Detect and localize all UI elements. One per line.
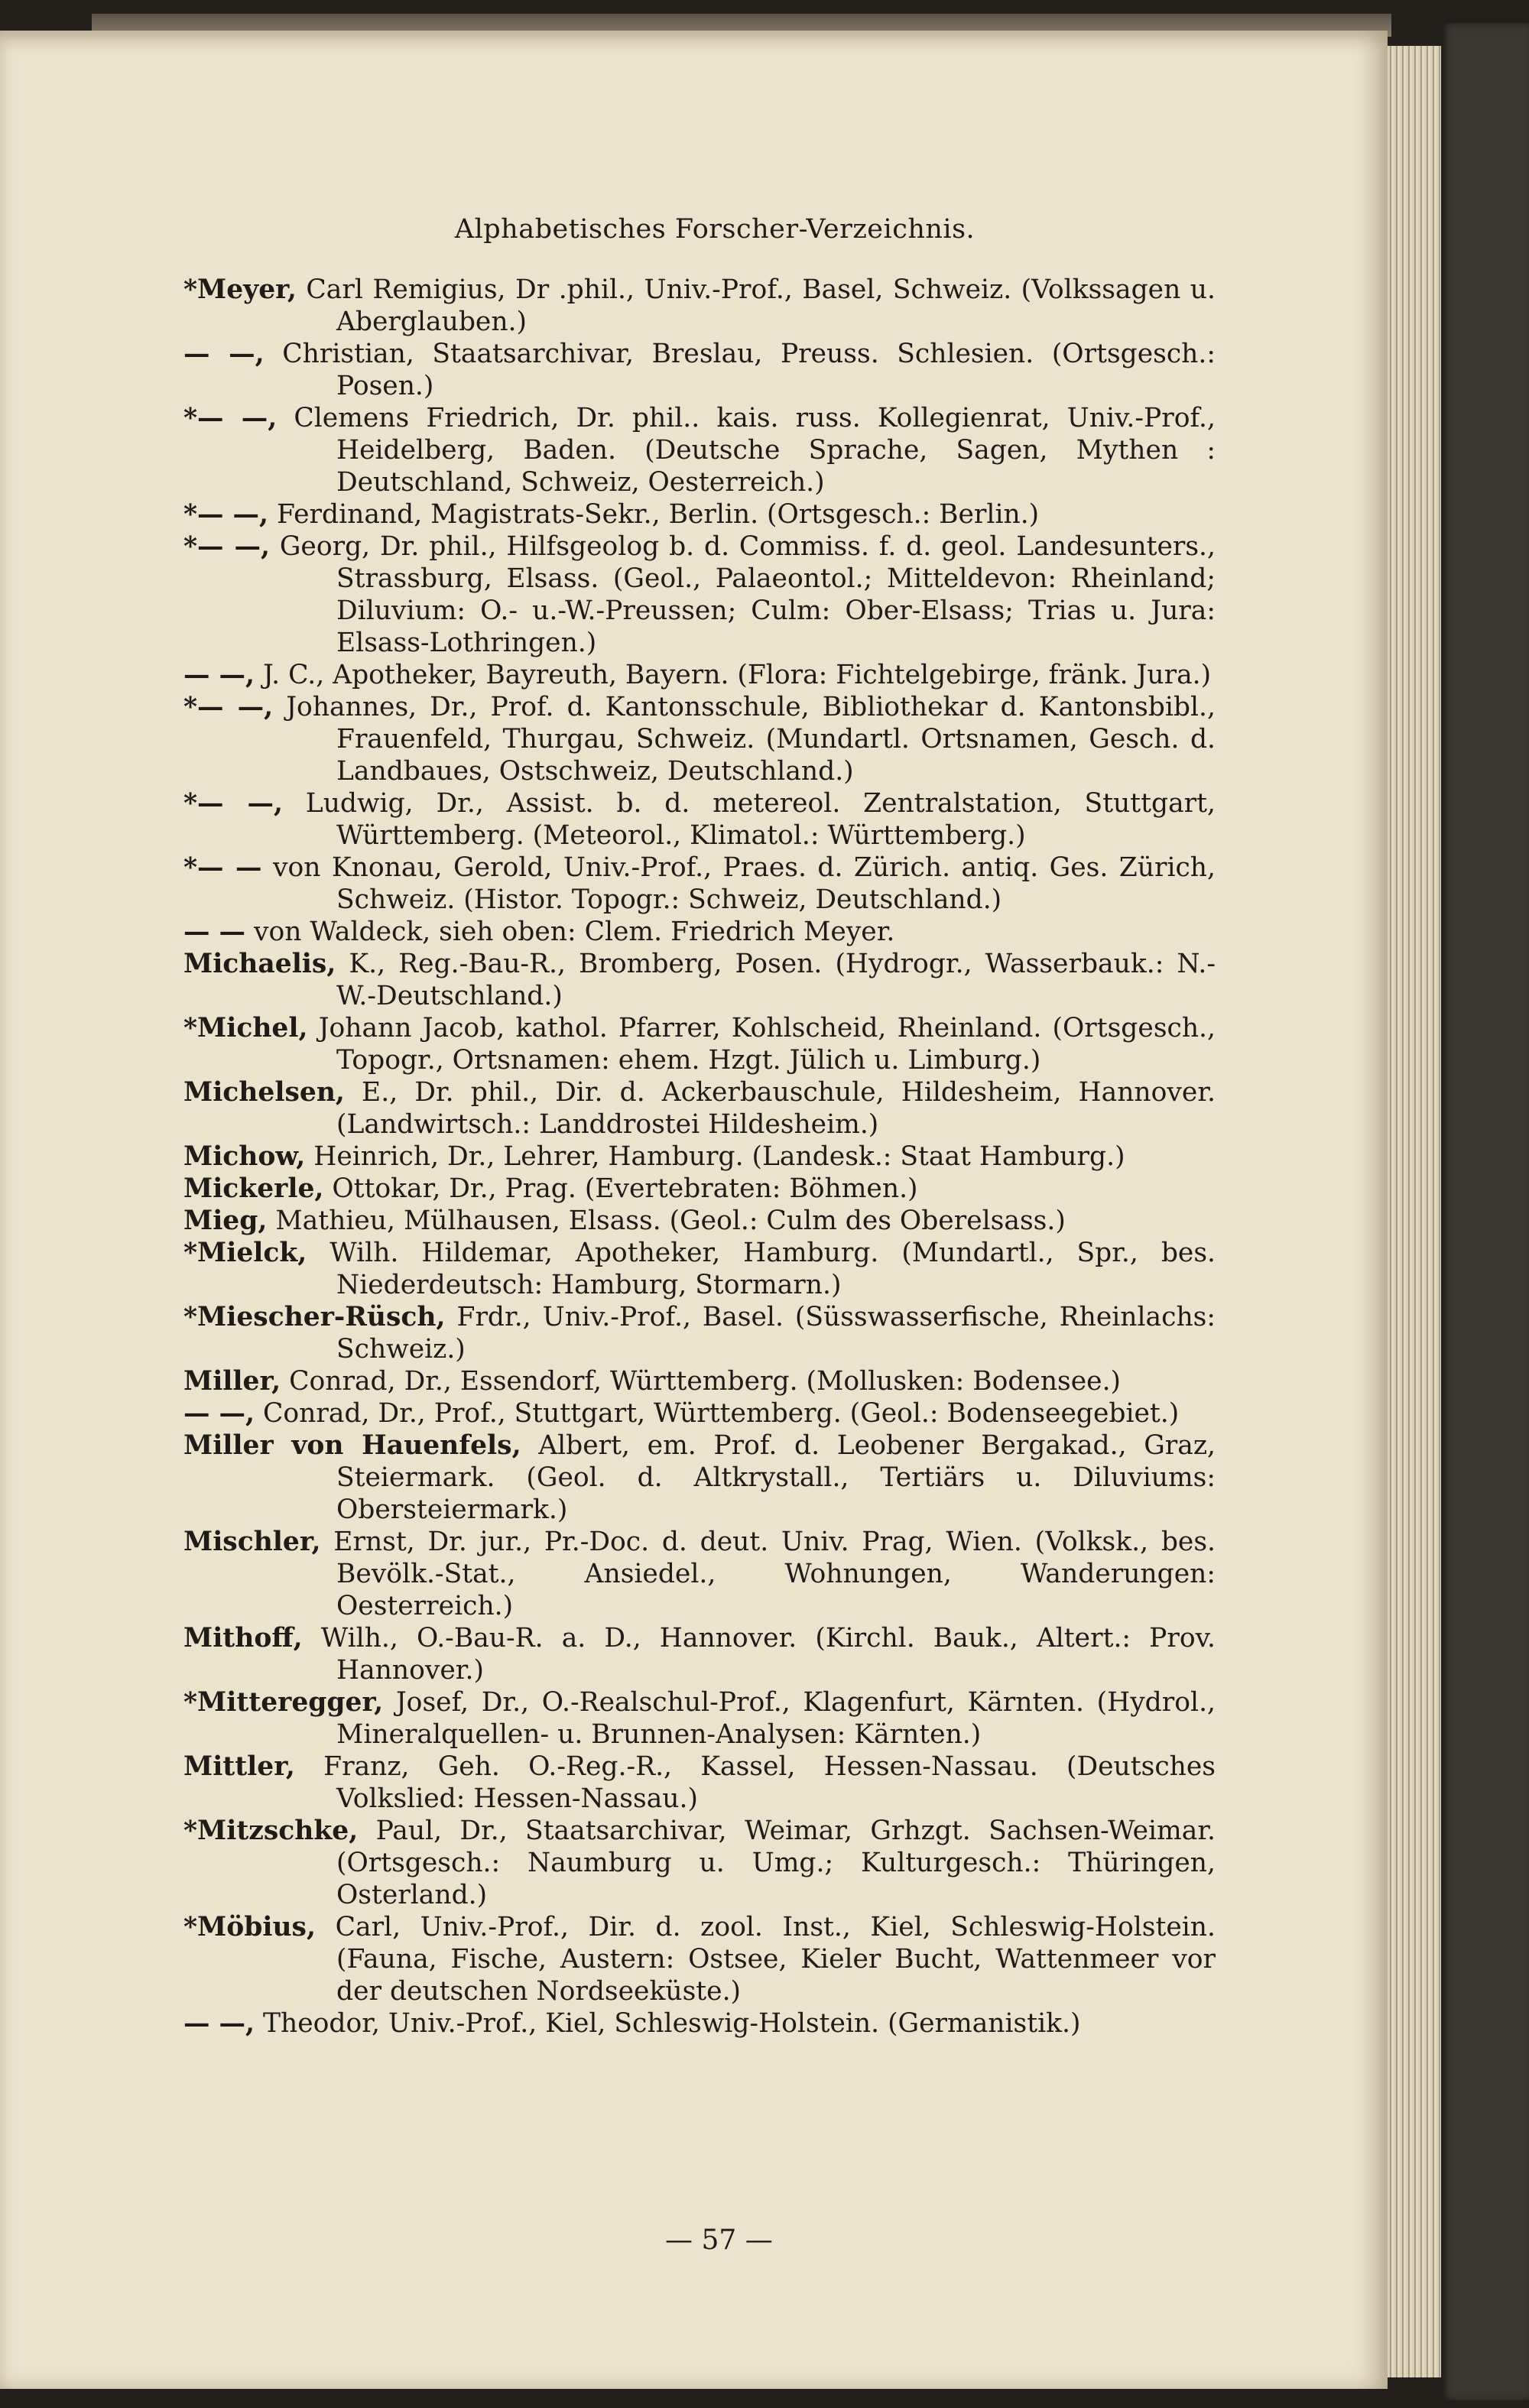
entry-text: Mathieu, Mülhausen, Elsass. (Geol.: Culm des Oberelsass.) — [267, 1206, 1066, 1236]
directory-entry — [183, 691, 1216, 787]
entry-name: — — — [183, 917, 246, 947]
page-number: — 57 — — [665, 2225, 773, 2256]
directory-entry — [183, 1237, 1216, 1301]
directory-entry — [183, 498, 1216, 531]
entry-name: — —, — [183, 660, 255, 690]
entry-text: Wilh. Hildemar, Apotheker, Hamburg. (Mundartl., Spr., bes. Niederdeutsch: Hamburg, Stormarn.) — [307, 1238, 1216, 1300]
entry-name: *Mielck, — [183, 1238, 307, 1268]
directory-entry — [183, 1365, 1216, 1397]
directory-entry — [183, 2007, 1216, 2040]
entry-name: — —, — [183, 339, 265, 369]
entry-text: Christian, Staatsarchivar, Breslau, Preuss. Schlesien. (Ortsgesch.: Posen.) — [264, 339, 1216, 401]
entry-text: Heinrich, Dr., Lehrer, Hamburg. (Landesk.: Staat Hamburg.) — [305, 1141, 1125, 1172]
entry-name: Michow, — [183, 1141, 306, 1172]
directory-entry — [183, 1815, 1216, 1911]
entry-name: *— —, — [183, 403, 278, 433]
directory-entry — [183, 1911, 1216, 2007]
entry-text: Carl, Univ.-Prof., Dir. d. zool. Inst., Kiel, Schleswig-Holstein. (Fauna, Fische, Austern: Ostsee, Kieler Bucht, Wattenmeer vor der deutschen Nordseeküste.) — [316, 1912, 1216, 2007]
entry-text: Ernst, Dr. jur., Pr.-Doc. d. deut. Univ. Prag, Wien. (Volksk., bes. Bevölk.-Stat., Ansiedel., Wohnungen, Wanderungen: Oesterreich.) — [320, 1527, 1216, 1621]
entry-name: — —, — [183, 2008, 255, 2039]
entry-name: Miller von Hauenfels, — [183, 1430, 521, 1461]
book-binding — [1441, 23, 1529, 2400]
entry-name: Mithoff, — [183, 1623, 303, 1653]
entry-text: Wilh., O.-Bau-R. a. D., Hannover. (Kirchl. Bauk., Altert.: Prov. Hannover.) — [302, 1623, 1216, 1686]
entry-name: *Mitteregger, — [183, 1687, 384, 1718]
entry-text: Carl Remigius, Dr .phil., Univ.-Prof., Basel, Schweiz. (Volkssagen u. Aberglauben.) — [296, 274, 1216, 337]
entry-name: Michelsen, — [183, 1077, 345, 1108]
directory-entry — [183, 1173, 1216, 1205]
entry-text: Clemens Friedrich, Dr. phil.. kais. russ. Kollegienrat, Univ.-Prof., Heidelberg, Baden. (Deutsche Sprache, Sagen, Mythen : Deutschland, Schweiz, Oesterreich.) — [277, 403, 1216, 498]
running-header: Alphabetisches Forscher-Verzeichnis. — [454, 214, 976, 245]
entry-name: *— —, — [183, 788, 283, 819]
entry-name: *— —, — [183, 499, 269, 530]
entry-name: Mickerle, — [183, 1173, 324, 1204]
directory-entry — [183, 531, 1216, 659]
entry-name: *Meyer, — [183, 274, 297, 305]
entry-name: Mischler, — [183, 1527, 321, 1557]
entry-name: *Möbius, — [183, 1912, 316, 1942]
directory-entry — [183, 948, 1216, 1012]
directory-entry — [183, 787, 1216, 852]
entry-name: *Michel, — [183, 1013, 308, 1043]
entry-text: Johannes, Dr., Prof. d. Kantonsschule, Bibliothekar d. Kantonsbibl., Frauenfeld, Thurgau, Schweiz. (Mundartl. Ortsnamen, Gesch. d. Landbaues, Ostschweiz, Deutschland.) — [273, 692, 1216, 787]
entry-text: Albert, em. Prof. d. Leobener Bergakad., Graz, Steiermark. (Geol. d. Altkrystall., Tertiärs u. Diluviums: Obersteiermark.) — [336, 1430, 1216, 1525]
directory-entry — [183, 1301, 1216, 1365]
entry-text: Ludwig, Dr., Assist. b. d. metereol. Zentralstation, Stuttgart, Württemberg. (Meteorol., Klimatol.: Württemberg.) — [282, 788, 1216, 851]
book-page — [0, 31, 1388, 2389]
entry-text: Johann Jacob, kathol. Pfarrer, Kohlscheid, Rheinland. (Ortsgesch., Topogr., Ortsnamen: ehem. Hzgt. Jülich u. Limburg.) — [307, 1013, 1216, 1076]
directory-entry — [183, 1076, 1216, 1141]
directory-entry — [183, 1205, 1216, 1237]
entry-name: *Mitzschke, — [183, 1816, 359, 1846]
entry-name: *Miescher-Rüsch, — [183, 1302, 446, 1332]
entry-text: J. C., Apotheker, Bayreuth, Bayern. (Flora: Fichtelgebirge, fränk. Jura.) — [255, 660, 1212, 690]
entry-name: Mittler, — [183, 1751, 295, 1782]
entry-text: von Knonau, Gerold, Univ.-Prof., Praes. d. Zürich. antiq. Ges. Zürich, Schweiz. (Histor. Topogr.: Schweiz, Deutschland.) — [261, 852, 1216, 915]
directory-entry — [183, 1526, 1216, 1622]
entry-name: — —, — [183, 1398, 255, 1429]
directory-entry — [183, 1686, 1216, 1751]
directory-entry — [183, 916, 1216, 948]
page-edges — [1388, 46, 1441, 2377]
entry-text: K., Reg.-Bau-R., Bromberg, Posen. (Hydrogr., Wasserbauk.: N.-W.-Deutschland.) — [336, 949, 1216, 1011]
directory-entry — [183, 852, 1216, 916]
entry-name: Michaelis, — [183, 949, 336, 979]
entry-name: Miller, — [183, 1366, 281, 1397]
entry-text: E., Dr. phil., Dir. d. Ackerbauschule, Hildesheim, Hannover. (Landwirtsch.: Landdrostei Hildesheim.) — [336, 1077, 1216, 1140]
directory-entry — [183, 1012, 1216, 1076]
entry-text: Frdr., Univ.-Prof., Basel. (Süsswasserfische, Rheinlachs: Schweiz.) — [336, 1302, 1216, 1365]
entry-text: Conrad, Dr., Essendorf, Württemberg. (Mollusken: Bodensee.) — [281, 1366, 1122, 1397]
entry-text: Franz, Geh. O.-Reg.-R., Kassel, Hessen-Nassau. (Deutsches Volkslied: Hessen-Nassau.) — [294, 1751, 1216, 1814]
entry-name: *— —, — [183, 692, 274, 722]
entry-text: Georg, Dr. phil., Hilfsgeolog b. d. Commiss. f. d. geol. Landesunters., Strassburg, Elsass. (Geol., Palaeontol.; Mitteldevon: Rheinland; Diluvium: O.- u.-W.-Preussen; Culm: Ober-Elsass; Trias u. Jura: Elsass-Lothringen.) — [269, 531, 1216, 658]
entry-text: Ferdinand, Magistrats-Sekr., Berlin. (Ortsgesch.: Berlin.) — [268, 499, 1040, 530]
directory-entry — [183, 659, 1216, 691]
entry-name: Mieg, — [183, 1206, 268, 1236]
directory-entry — [183, 1141, 1216, 1173]
directory-entry — [183, 338, 1216, 402]
directory-entry — [183, 1622, 1216, 1686]
page-content — [183, 214, 1216, 2040]
directory-entry — [183, 1430, 1216, 1526]
directory-entry — [183, 274, 1216, 338]
directory-entry — [183, 1751, 1216, 1815]
entry-name: *— —, — [183, 531, 270, 562]
entry-text: Josef, Dr., O.-Realschul-Prof., Klagenfurt, Kärnten. (Hydrol., Mineralquellen- u. Brunnen-Analysen: Kärnten.) — [336, 1687, 1216, 1750]
entry-text: von Waldeck, sieh oben: Clem. Friedrich Meyer. — [245, 917, 895, 947]
entry-name: *— — — [183, 852, 262, 883]
entry-text: Theodor, Univ.-Prof., Kiel, Schleswig-Holstein. (Germanistik.) — [255, 2008, 1081, 2039]
entry-text: Paul, Dr., Staatsarchivar, Weimar, Grhzgt. Sachsen-Weimar. (Ortsgesch.: Naumburg u. Umg.; Kulturgesch.: Thüringen, Osterland.) — [336, 1816, 1216, 1910]
entry-list — [183, 274, 1216, 2040]
directory-entry — [183, 402, 1216, 498]
directory-entry — [183, 1397, 1216, 1430]
entry-text: Ottokar, Dr., Prag. (Evertebraten: Böhmen.) — [323, 1173, 918, 1204]
entry-text: Conrad, Dr., Prof., Stuttgart, Württemberg. (Geol.: Bodenseegebiet.) — [255, 1398, 1180, 1429]
